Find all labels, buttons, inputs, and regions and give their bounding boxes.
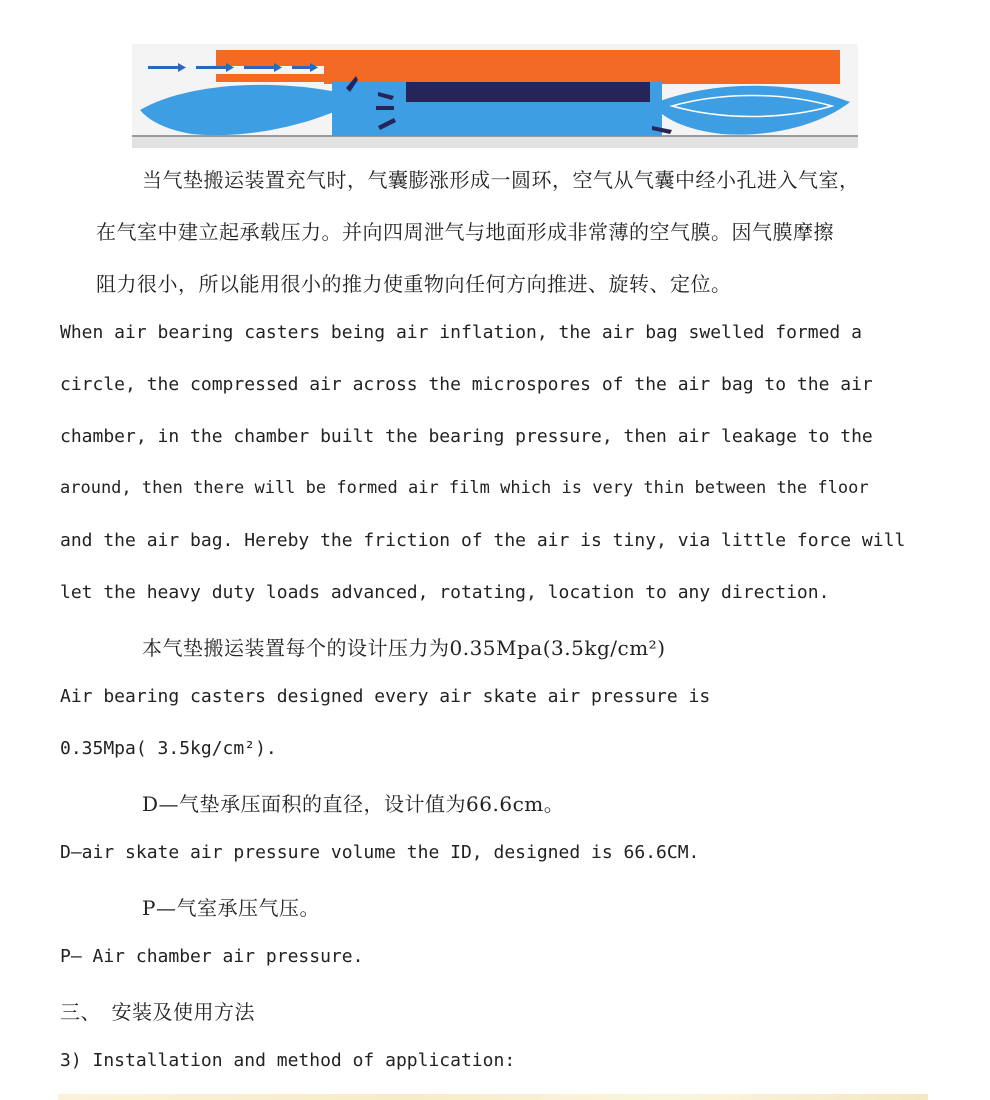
en-d-definition: D—air skate air pressure volume the ID, designed is 66.6CM. [60, 842, 700, 863]
zh-pressure-line: 本气垫搬运装置每个的设计压力为0.35Mpa(3.5kg/cm²) [142, 636, 666, 660]
air-bearing-diagram [132, 44, 858, 148]
en-section-heading: 3) Installation and method of application: [60, 1050, 516, 1071]
air-bearing-diagram-svg [132, 44, 858, 148]
zh-intro-line-2: 在气室中建立起承载压力。并向四周泄气与地面形成非常薄的空气膜。因气膜摩擦 [96, 220, 834, 244]
en-intro-line-6: let the heavy duty loads advanced, rotating, location to any direction. [60, 582, 830, 603]
en-p-definition: P— Air chamber air pressure. [60, 946, 364, 967]
en-pressure-line-2: 0.35Mpa( 3.5kg/cm²). [60, 738, 277, 759]
en-intro-line-5: and the air bag. Hereby the friction of the air is tiny, via little force will [60, 530, 906, 551]
en-pressure-line-1: Air bearing casters designed every air skate air pressure is [60, 686, 711, 707]
inlet-plate-lower [216, 74, 324, 82]
en-intro-line-1: When air bearing casters being air inflation, the air bag swelled formed a [60, 322, 862, 343]
core-block [406, 82, 650, 102]
zh-section-heading: 三、 安装及使用方法 [60, 1000, 255, 1024]
en-intro-line-3: chamber, in the chamber built the bearing pressure, then air leakage to the [60, 426, 873, 447]
bottom-image-edge [58, 1094, 928, 1100]
en-intro-line-2: circle, the compressed air across the microspores of the air bag to the air [60, 374, 873, 395]
zh-intro-line-1: 当气垫搬运装置充气时，气囊膨涨形成一圆环，空气从气囊中经小孔进入气室， [142, 168, 860, 192]
ground-floor [132, 136, 858, 148]
right-air-bag [652, 86, 850, 135]
en-intro-line-4: around, then there will be formed air film which is very thin between the floor [60, 478, 869, 498]
zh-p-definition: P—气室承压气压。 [142, 896, 320, 920]
left-air-bag [140, 85, 362, 135]
zh-intro-line-3: 阻力很小，所以能用很小的推力使重物向任何方向推进、旋转、定位。 [96, 272, 732, 296]
zh-d-definition: D—气垫承压面积的直径，设计值为66.6cm。 [142, 792, 565, 816]
